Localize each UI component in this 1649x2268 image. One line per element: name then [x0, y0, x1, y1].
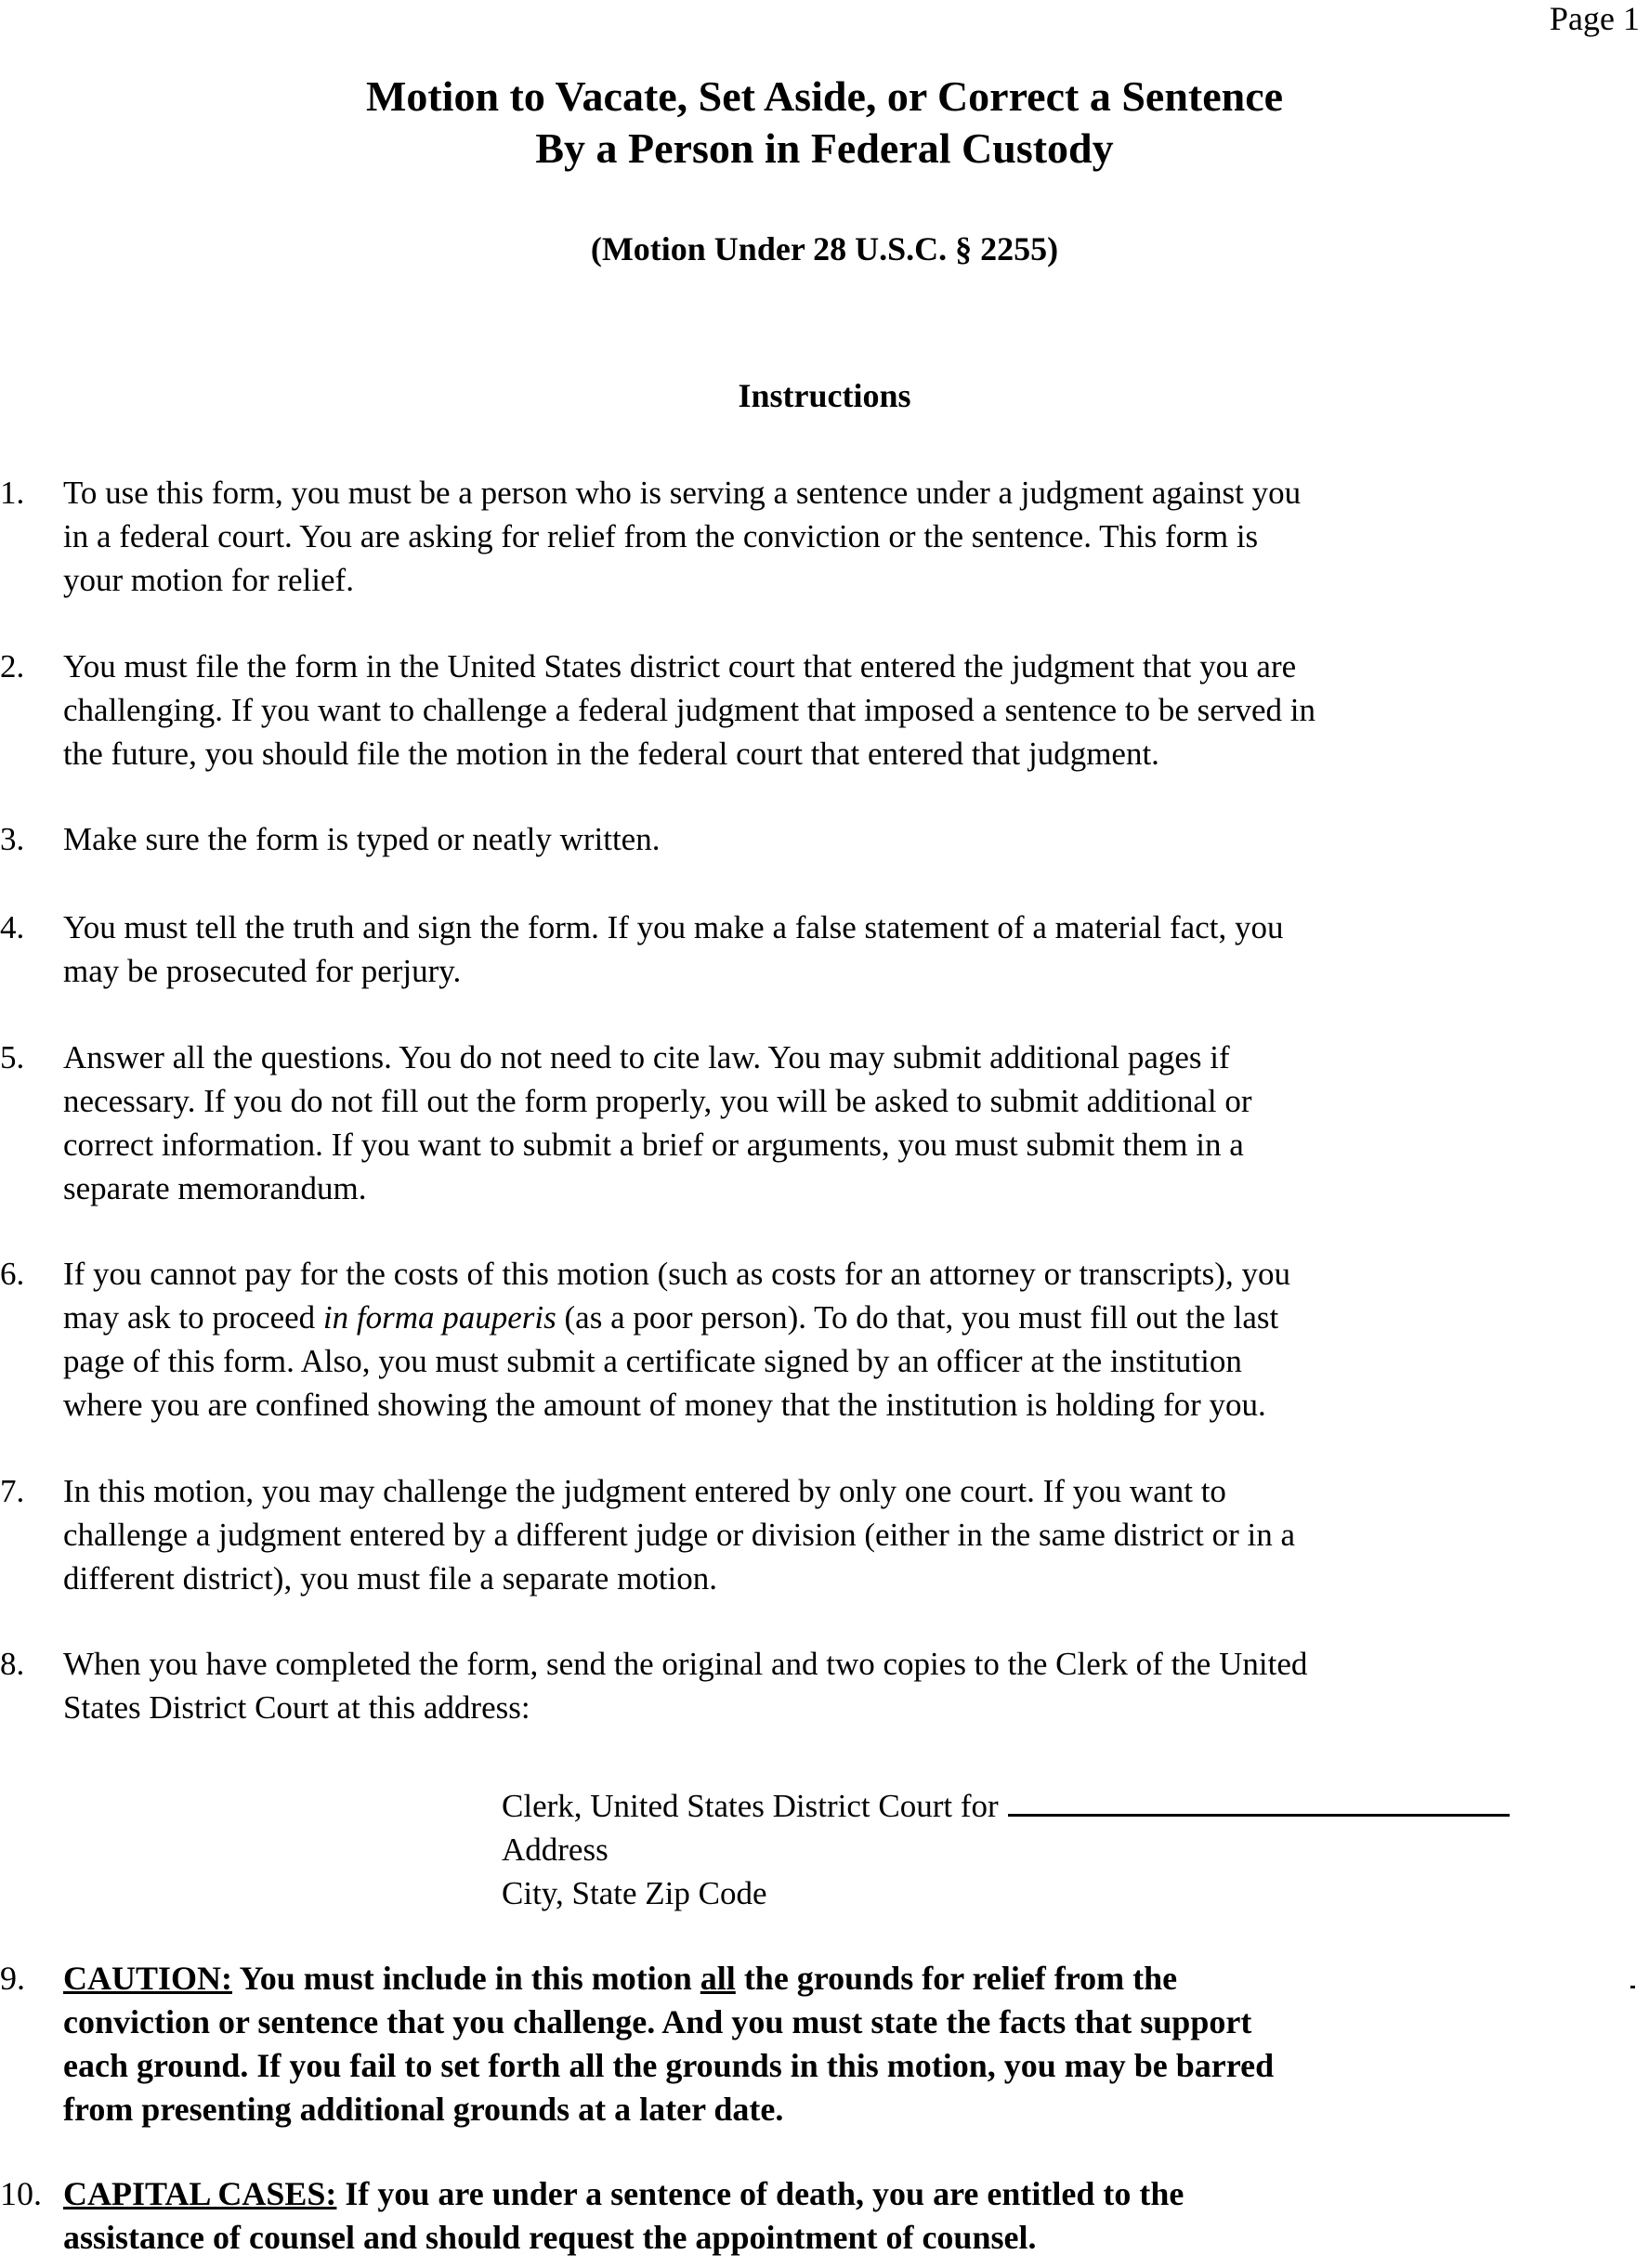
item-text [63, 1252, 1642, 1427]
clerk-address-line [502, 1784, 1510, 1828]
district-court-blank-field[interactable] [1008, 1786, 1510, 1817]
item-line: conviction or sentence that you challenge. And you must state the facts that support [63, 2003, 1252, 2040]
item-text-segment: (as a poor person). To do that, you must fill out the last [556, 1299, 1279, 1336]
item-line: correct information. If you want to submit a brief or arguments, you must submit them in a [63, 1127, 1244, 1163]
item-line [63, 1296, 1642, 1339]
item-line: may be prosecuted for perjury. [63, 953, 462, 989]
item-number: 1. [0, 475, 25, 511]
item-line: challenging. If you want to challenge a federal judgment that imposed a sentence to be served in [63, 692, 1315, 728]
item-line: in a federal court. You are asking for relief from the conviction or the sentence. This form is [63, 518, 1259, 554]
item-line: challenge a judgment entered by a different judge or division (either in the same district or in a [63, 1517, 1296, 1553]
item-number: 10. [0, 2175, 42, 2212]
clerk-address-line: City, State Zip Code [502, 1875, 767, 1911]
form-subtitle: (Motion Under 28 U.S.C. § 2255) [590, 230, 1059, 267]
item-line [63, 2172, 1642, 2216]
item-text [63, 1642, 1642, 1729]
item-line: In this motion, you may challenge the judgment entered by only one court. If you want to [63, 1473, 1226, 1509]
item-number: 9. [0, 1960, 25, 1997]
item-number: 7. [0, 1473, 25, 1509]
item-line: Answer all the questions. You do not need to cite law. You may submit additional pages if [63, 1039, 1230, 1075]
item-text [63, 817, 1642, 861]
clerk-court-label: Clerk, United States District Court for [502, 1788, 999, 1824]
item-line: If you cannot pay for the costs of this motion (such as costs for an attorney or transcripts), you [63, 1256, 1290, 1292]
item-line: different district), you must file a separate motion. [63, 1560, 718, 1597]
item-line: To use this form, you must be a person who is serving a sentence under a judgment against you [63, 475, 1302, 511]
item-line: the future, you should file the motion in the federal court that entered that judgment. [63, 736, 1159, 772]
capital-cases-label: CAPITAL CASES: [63, 2175, 337, 2212]
item-text [63, 2172, 1642, 2260]
item-line: from presenting additional grounds at a later date. [63, 2091, 784, 2128]
item-text [63, 1036, 1642, 1210]
form-title-line-2: By a Person in Federal Custody [535, 124, 1114, 172]
item-line: When you have completed the form, send the original and two copies to the Clerk of the United [63, 1646, 1308, 1682]
scan-speck [1630, 1986, 1635, 1988]
item-line: States District Court at this address: [63, 1689, 530, 1726]
clerk-address-block [502, 1784, 1510, 1915]
form-title-line-1: Motion to Vacate, Set Aside, or Correct a Sentence [365, 72, 1284, 120]
item-line: your motion for relief. [63, 562, 354, 598]
item-text [63, 645, 1642, 776]
item-line [63, 1957, 1642, 2001]
emphasis-all: all [700, 1960, 736, 1997]
item-number: 5. [0, 1039, 25, 1075]
item-number: 6. [0, 1256, 25, 1292]
item-text [63, 471, 1642, 602]
instructions-heading: Instructions [738, 377, 911, 414]
caution-label: CAUTION: [63, 1960, 233, 1997]
item-line: assistance of counsel and should request the appointment of counsel. [63, 2219, 1037, 2256]
item-text [63, 906, 1642, 993]
item-line: each ground. If you fail to set forth all the grounds in this motion, you may be barred [63, 2047, 1275, 2084]
item-line: You must tell the truth and sign the form. If you make a false statement of a material fact, you [63, 909, 1284, 945]
item-line: separate memorandum. [63, 1170, 367, 1206]
item-text-segment: may ask to proceed [63, 1299, 323, 1336]
item-line: Make sure the form is typed or neatly written. [63, 821, 661, 857]
item-number: 8. [0, 1646, 25, 1682]
item-line: page of this form. Also, you must submit a certificate signed by an officer at the institution [63, 1343, 1242, 1379]
item-text-segment: If you are under a sentence of death, you are entitled to the [336, 2175, 1184, 2212]
page-number: Page 1 [1550, 0, 1640, 37]
item-text-segment: You must include in this motion [232, 1960, 700, 1997]
item-line: where you are confined showing the amount of money that the institution is holding for you. [63, 1387, 1266, 1423]
item-line: necessary. If you do not fill out the form properly, you will be asked to submit additional or [63, 1083, 1252, 1119]
item-text [63, 1469, 1642, 1600]
item-number: 2. [0, 648, 25, 684]
item-text-segment: the grounds for relief from the [735, 1960, 1178, 1997]
item-number: 4. [0, 909, 25, 945]
latin-term-italic: in forma pauperis [322, 1299, 556, 1336]
item-line: You must file the form in the United States district court that entered the judgment that you are [63, 648, 1297, 684]
item-text [63, 1957, 1642, 2131]
clerk-address-line: Address [502, 1831, 609, 1868]
item-number: 3. [0, 821, 25, 857]
